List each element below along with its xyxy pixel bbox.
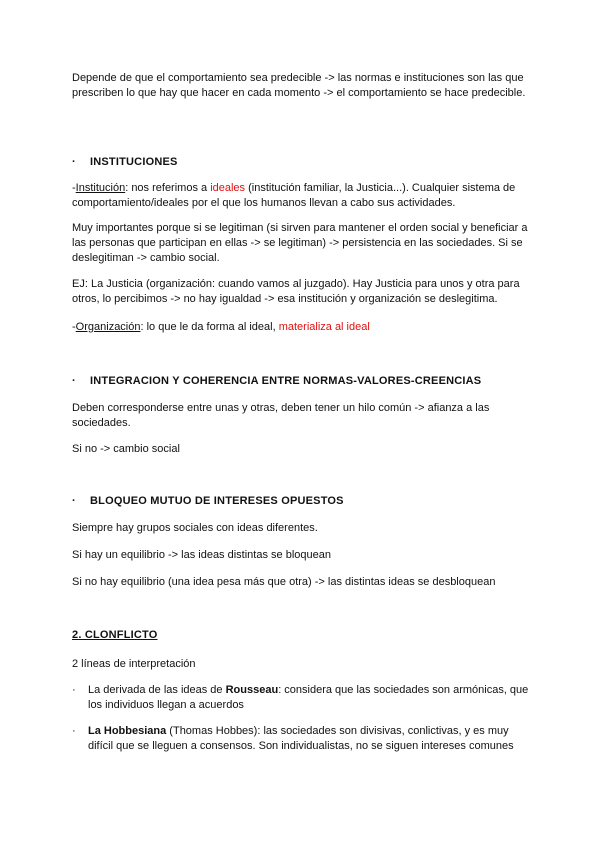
text: : considera que las sociedades son armónicas, que los individuos llegan a acuerdos	[88, 684, 529, 711]
section-heading-conflicto	[72, 629, 158, 641]
integracion-paragraph-2: Si no -> cambio social	[72, 443, 180, 455]
highlight-materializa: materializa al ideal	[278, 321, 370, 333]
list-item-text	[72, 724, 532, 754]
section-heading-integracion	[72, 375, 481, 387]
conflicto-intro: 2 líneas de interpretación	[72, 658, 196, 670]
highlight-ideales: ideales	[210, 182, 246, 194]
bullet-marker: ·	[72, 725, 76, 737]
bloqueo-paragraph-1: Siempre hay grupos sociales con ideas diferentes.	[72, 522, 318, 534]
list-item-hobbes	[72, 724, 532, 754]
bullet-marker: ·	[72, 684, 76, 696]
heading-text: 2. CLONFLICTO	[72, 629, 158, 641]
name-hobbesiana: La Hobbesiana	[88, 725, 167, 737]
instituciones-paragraph-3: EJ: La Justicia (organización: cuando vamos al juzgado). Hay Justicia para unos y otra para otros, lo percibimos -> no hay igualdad -> esa institución y organización se deslegitima.	[72, 278, 520, 305]
integracion-paragraph-1: Deben corresponderse entre unas y otras, deben tener un hilo común -> afianza a las sociedades.	[72, 402, 490, 429]
term-institucion: Institución	[75, 182, 126, 194]
dash: -	[72, 182, 76, 194]
organizacion-definition	[72, 320, 532, 335]
bloqueo-paragraph-3: Si no hay equilibrio (una idea pesa más que otra) -> las distintas ideas se desbloquean	[72, 576, 496, 588]
name-rousseau: Rousseau	[225, 684, 279, 696]
term-organizacion: Organización	[75, 321, 141, 333]
heading-text: BLOQUEO MUTUO DE INTERESES OPUESTOS	[90, 495, 344, 507]
institucion-definition	[72, 181, 532, 211]
list-item-rousseau	[72, 683, 532, 713]
heading-text: INTEGRACION Y COHERENCIA ENTRE NORMAS-VALORES-CREENCIAS	[90, 375, 482, 387]
list-item-text	[72, 683, 532, 713]
bullet-marker: ·	[72, 495, 76, 507]
dash: -	[72, 321, 76, 333]
intro-paragraph: Depende de que el comportamiento sea predecible -> las normas e instituciones son las que prescriben lo que hay que hacer en cada momento -> el comportamiento se hace predecible.	[72, 72, 526, 99]
text: : lo que le da forma al ideal,	[140, 321, 279, 333]
text: (Thomas Hobbes): las sociedades son divisivas, conlictivas, y es muy difícil que se lleguen a consensos. Son individualistas, no se siguen intereses comunes	[88, 725, 514, 752]
section-heading-bloqueo	[72, 495, 344, 507]
bullet-marker: ·	[72, 375, 76, 387]
bullet-marker: ·	[72, 156, 76, 168]
instituciones-paragraph-2: Muy importantes porque si se legitiman (si sirven para mantener el orden social y beneficiar a las personas que participan en ellas -> se legitiman) -> persistencia en las sociedades. Si se deslegitiman -> cambio social.	[72, 222, 528, 264]
text: La derivada de las ideas de	[88, 684, 226, 696]
heading-text: INSTITUCIONES	[90, 156, 178, 168]
section-heading-instituciones	[72, 156, 178, 168]
bloqueo-paragraph-2: Si hay un equilibrio -> las ideas distintas se bloquean	[72, 549, 331, 561]
text: : nos referimos a	[125, 182, 211, 194]
text: (institución familiar, la Justicia...). Cualquier sistema de comportamiento/ideales por el que los humanos llevan a cabo sus actividades.	[72, 182, 516, 209]
